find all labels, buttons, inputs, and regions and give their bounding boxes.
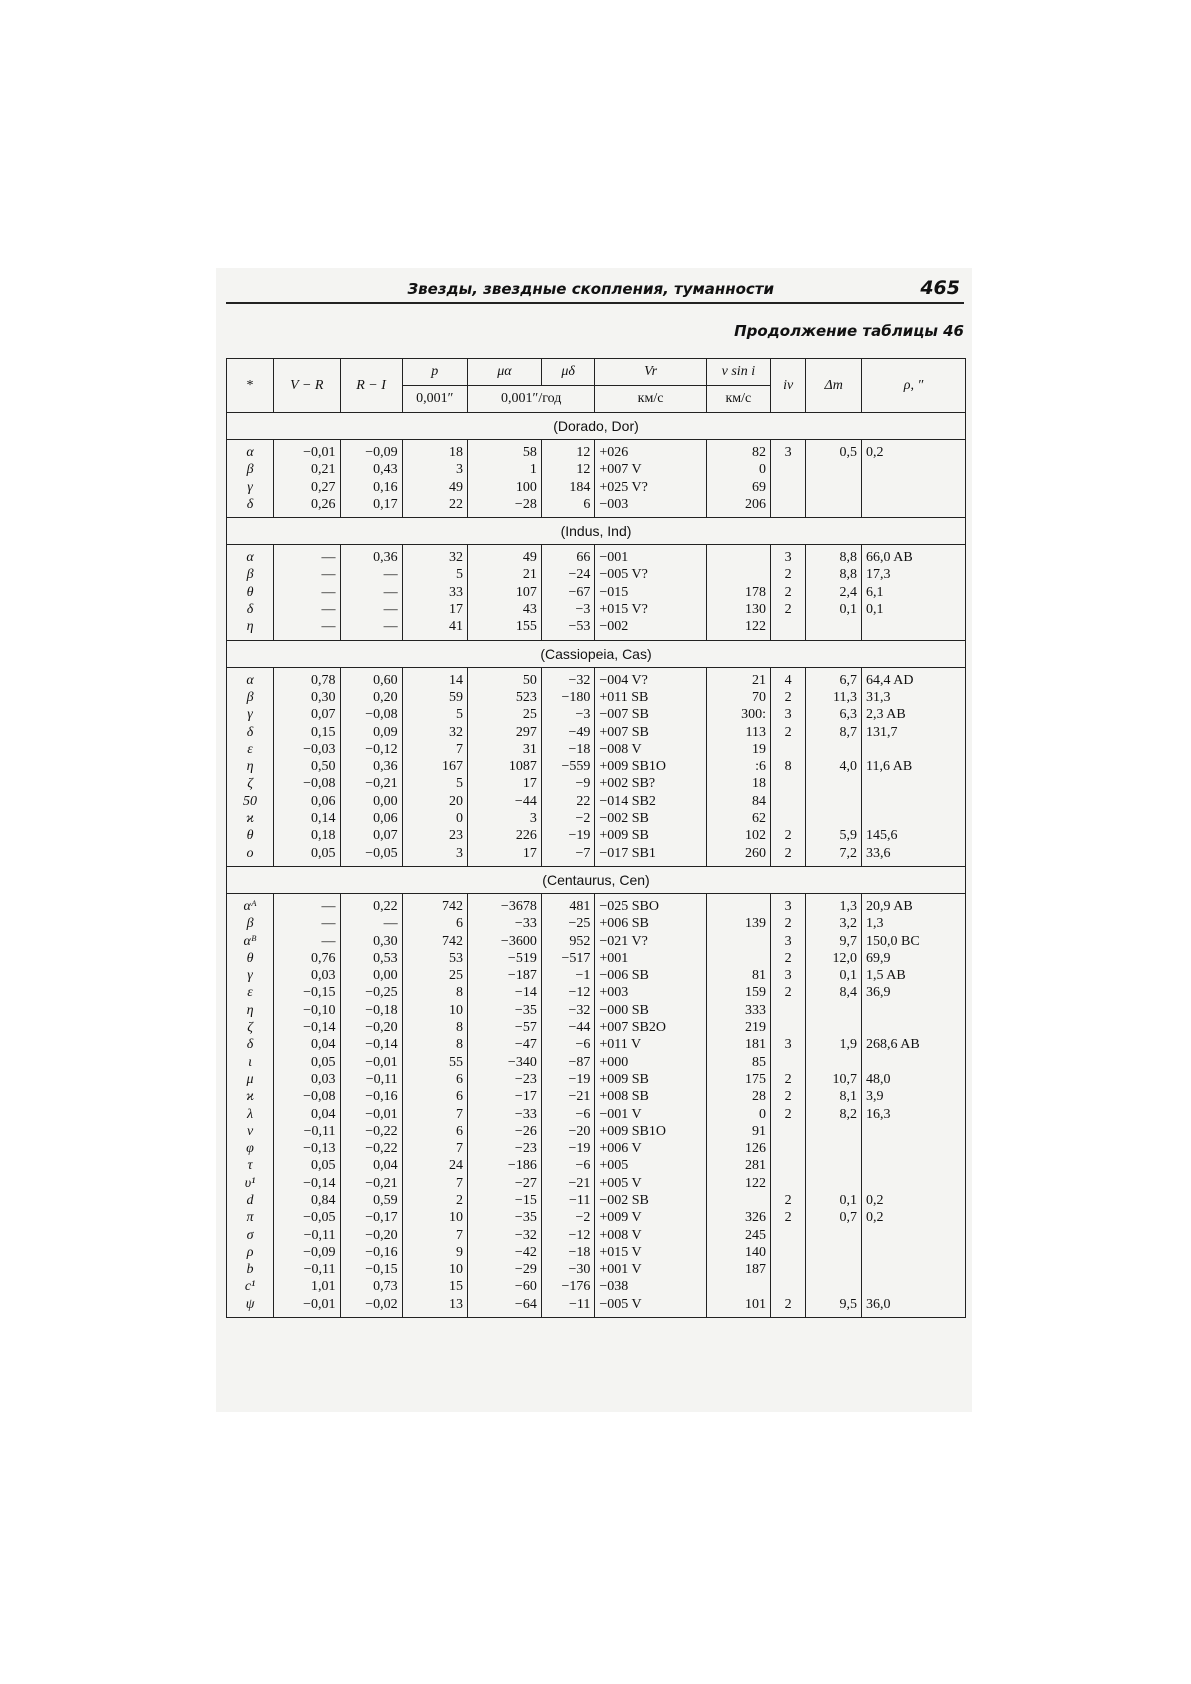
star-table — [226, 358, 966, 1318]
constellation-name: (Centaurus, Cen) — [227, 866, 966, 893]
cell-v-r: −0,01 0,21 0,27 0,26 — [274, 440, 340, 518]
col-p: p — [402, 359, 467, 386]
unit-vsini: км/с — [706, 386, 770, 413]
cell-mu-alpha: 58 1 100 −28 — [467, 440, 541, 518]
cell-rho: 0,2 — [862, 440, 966, 518]
table-continuation-title: Продолжение таблицы 46 — [734, 322, 964, 340]
cell-delta-m: 0,5 — [806, 440, 862, 518]
cell-iv: 4 2 3 2 8 2 2 — [771, 667, 806, 866]
unit-mu: 0,001″/год — [467, 386, 594, 413]
cell-radial-velocity: +026 +007 V +025 V? −003 — [595, 440, 706, 518]
table-row — [227, 545, 966, 640]
cell-delta-m: 6,7 11,3 6,3 8,7 4,0 5,9 7,2 — [806, 667, 862, 866]
col-star: * — [227, 359, 274, 413]
cell-v-r: — — — — — — [274, 545, 340, 640]
cell-parallax: 14 59 5 32 7 167 5 20 0 23 3 — [402, 667, 467, 866]
cell-v-sin-i: 82 0 69 206 — [706, 440, 770, 518]
cell-v-sin-i: 139 81 159 333 219 181 85 175 28 0 91 126 281 122 326 245 140 187 101 — [706, 893, 770, 1317]
cell-mu-delta: 12 12 184 6 — [541, 440, 595, 518]
section-data — [227, 545, 966, 640]
table-row — [227, 893, 966, 1317]
cell-mu-alpha: 49 21 107 43 155 — [467, 545, 541, 640]
cell-radial-velocity: −001 −005 V? −015 +015 V? −002 — [595, 545, 706, 640]
cell-v-r: — — — 0,76 0,03 −0,15 −0,10 −0,14 0,04 0,05 0,03 −0,08 0,04 −0,11 −0,13 0,05 −0,14 0,84 −0,05 −0,11 −0,09 −0,11 1,01 −0,01 — [274, 893, 340, 1317]
table-row — [227, 667, 966, 866]
cell-iv: 3 2 2 2 — [771, 545, 806, 640]
col-vsini: v sin i — [706, 359, 770, 386]
constellation-name: (Cassiopeia, Cas) — [227, 640, 966, 667]
cell-star-name: αᴬ β αᴮ θ γ ε η ζ δ ι μ ϰ λ ν φ τ υ¹ d π σ ρ b c¹ ψ — [227, 893, 274, 1317]
cell-radial-velocity: −025 SBO +006 SB −021 V? +001 −006 SB +003 −000 SB +007 SB2O +011 V +000 +009 SB +008 SB −001 V +009 SB1O +006 V +005 +005 V −002 SB +009 V +008 V +015 V +001 V −038 −005 V — [595, 893, 706, 1317]
cell-rho: 20,9 AB 1,3 150,0 BC 69,9 1,5 AB 36,9 268,6 AB 48,0 3,9 16,3 0,2 0,2 36,0 — [862, 893, 966, 1317]
cell-radial-velocity: −004 V? +011 SB −007 SB +007 SB −008 V +009 SB1O +002 SB? −014 SB2 −002 SB +009 SB −017 SB1 — [595, 667, 706, 866]
cell-parallax: 742 6 742 53 25 8 10 8 8 55 6 6 7 6 7 24 7 2 10 7 9 10 15 13 — [402, 893, 467, 1317]
section-header — [227, 518, 966, 545]
cell-star-name: α β γ δ — [227, 440, 274, 518]
cell-delta-m: 8,8 8,8 2,4 0,1 — [806, 545, 862, 640]
cell-v-sin-i: 21 70 300: 113 19 :6 18 84 62 102 260 — [706, 667, 770, 866]
section-data — [227, 893, 966, 1317]
cell-mu-alpha: −3678 −33 −3600 −519 −187 −14 −35 −57 −47 −340 −23 −17 −33 −26 −23 −186 −27 −15 −35 −32 −42 −29 −60 −64 — [467, 893, 541, 1317]
book-page — [216, 268, 972, 1412]
cell-mu-alpha: 50 523 25 297 31 1087 17 −44 3 226 17 — [467, 667, 541, 866]
col-mu-alpha: μα — [467, 359, 541, 386]
col-r-i: R − I — [340, 359, 402, 413]
section-header — [227, 866, 966, 893]
col-delta-m: Δm — [806, 359, 862, 413]
col-v-r: V − R — [274, 359, 340, 413]
table-header — [227, 359, 966, 413]
table-row — [227, 440, 966, 518]
section-header — [227, 413, 966, 440]
unit-vr: км/с — [595, 386, 706, 413]
cell-r-i: 0,22 — 0,30 0,53 0,00 −0,25 −0,18 −0,20 −0,14 −0,01 −0,11 −0,16 −0,01 −0,22 −0,22 0,04 −0,21 0,59 −0,17 −0,20 −0,16 −0,15 0,73 −0,02 — [340, 893, 402, 1317]
cell-v-sin-i: 178 130 122 — [706, 545, 770, 640]
cell-mu-delta: 66 −24 −67 −3 −53 — [541, 545, 595, 640]
running-title: Звезды, звездные скопления, туманности — [407, 280, 774, 298]
cell-mu-delta: −32 −180 −3 −49 −18 −559 −9 22 −2 −19 −7 — [541, 667, 595, 866]
cell-iv: 3 — [771, 440, 806, 518]
section-data — [227, 440, 966, 518]
cell-r-i: −0,09 0,43 0,16 0,17 — [340, 440, 402, 518]
cell-r-i: 0,60 0,20 −0,08 0,09 −0,12 0,36 −0,21 0,00 0,06 0,07 −0,05 — [340, 667, 402, 866]
cell-iv: 3 2 3 2 3 2 3 2 2 2 2 2 2 — [771, 893, 806, 1317]
cell-parallax: 32 5 33 17 41 — [402, 545, 467, 640]
col-iv: iv — [771, 359, 806, 413]
page-header — [226, 274, 964, 304]
cell-star-name: α β γ δ ε η ζ 50 ϰ θ ο — [227, 667, 274, 866]
section-header — [227, 640, 966, 667]
constellation-name: (Dorado, Dor) — [227, 413, 966, 440]
cell-mu-delta: 481 −25 952 −517 −1 −12 −32 −44 −6 −87 −19 −21 −6 −20 −19 −6 −21 −11 −2 −12 −18 −30 −176 −11 — [541, 893, 595, 1317]
section-data — [227, 667, 966, 866]
unit-p: 0,001″ — [402, 386, 467, 413]
cell-r-i: 0,36 — — — — — [340, 545, 402, 640]
col-mu-delta: μδ — [541, 359, 595, 386]
col-rho: ρ, ″ — [862, 359, 966, 413]
cell-rho: 66,0 AB 17,3 6,1 0,1 — [862, 545, 966, 640]
cell-star-name: α β θ δ η — [227, 545, 274, 640]
cell-rho: 64,4 AD 31,3 2,3 AB 131,7 11,6 AB 145,6 33,6 — [862, 667, 966, 866]
constellation-name: (Indus, Ind) — [227, 518, 966, 545]
cell-v-r: 0,78 0,30 0,07 0,15 −0,03 0,50 −0,08 0,06 0,14 0,18 0,05 — [274, 667, 340, 866]
cell-delta-m: 1,3 3,2 9,7 12,0 0,1 8,4 1,9 10,7 8,1 8,2 0,1 0,7 9,5 — [806, 893, 862, 1317]
cell-parallax: 18 3 49 22 — [402, 440, 467, 518]
col-vr: Vr — [595, 359, 706, 386]
page-number: 465 — [920, 277, 960, 299]
